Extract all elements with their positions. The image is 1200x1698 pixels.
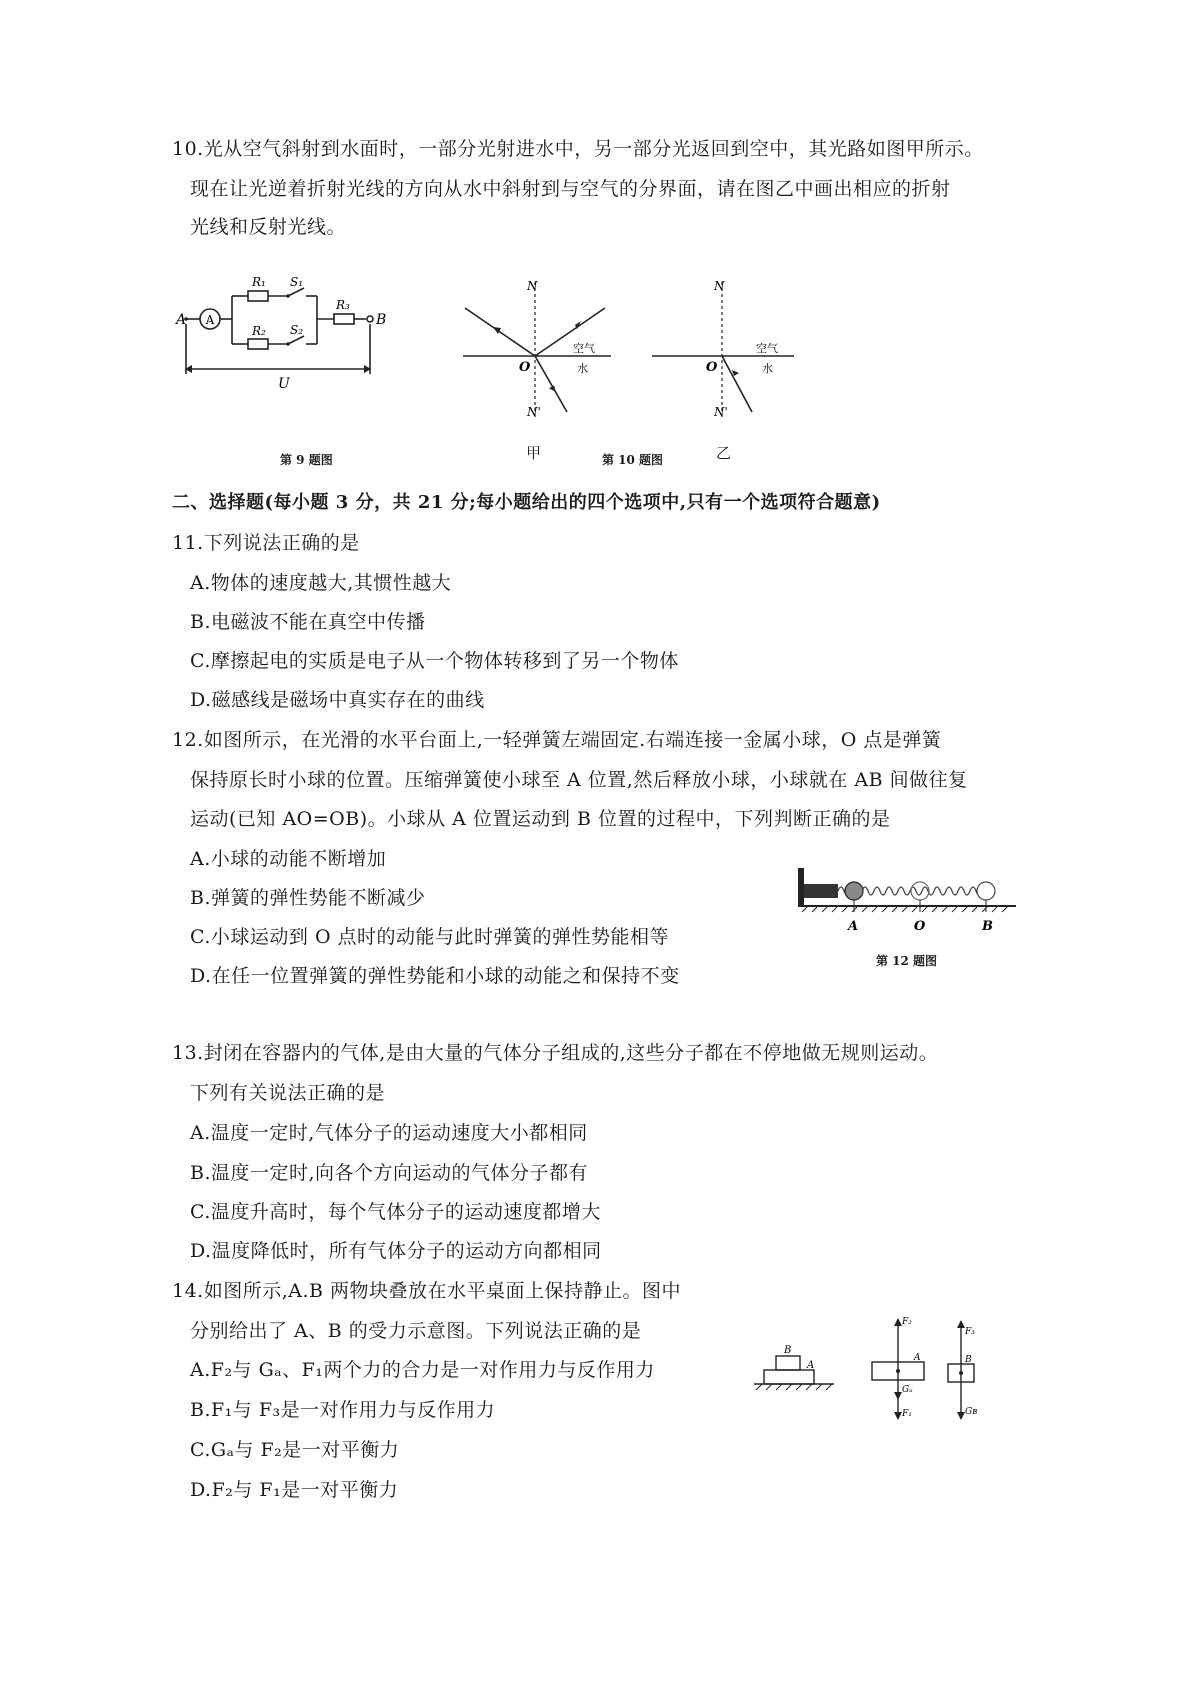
fig10-jia-water: 水 bbox=[577, 362, 588, 375]
q11-option-c: C.摩擦起电的实质是电子从一个物体转移到了另一个物体 bbox=[190, 650, 679, 672]
q14-line-1: 14.如图所示,A.B 两物块叠放在水平桌面上保持静止。图中 bbox=[172, 1280, 682, 1302]
q13-line-1: 13.封闭在容器内的气体,是由大量的气体分子组成的,这些分子都在不停地做无规则运动。 bbox=[172, 1042, 939, 1064]
q13-line-2: 下列有关说法正确的是 bbox=[190, 1082, 386, 1104]
fig9-label-r2: R₂ bbox=[252, 324, 266, 338]
fig12-label-b: B bbox=[982, 919, 993, 934]
q14-option-d: D.F₂与 F₁是一对平衡力 bbox=[190, 1479, 399, 1501]
q12-line-3: 运动(已知 AO=OB)。小球从 A 位置运动到 B 位置的过程中，下列判断正确的是 bbox=[190, 808, 891, 830]
fig10-yi-o: O bbox=[706, 360, 718, 375]
fig10-jia-o: O bbox=[519, 360, 531, 375]
q12-option-b: B.弹簧的弹性势能不断减少 bbox=[190, 887, 426, 909]
fig10-yi-n-prime: N' bbox=[714, 405, 728, 419]
fig9-ammeter: A bbox=[205, 313, 215, 327]
fig9-label-r3: R₃ bbox=[336, 298, 350, 312]
q12-option-a: A.小球的动能不断增加 bbox=[190, 848, 387, 870]
fig10-jia-n-prime: N' bbox=[527, 405, 541, 419]
fig12-label-o: O bbox=[914, 919, 926, 934]
fig10-yi-n: N bbox=[714, 279, 725, 293]
q13-option-d: D.温度降低时，所有气体分子的运动方向都相同 bbox=[190, 1240, 602, 1262]
q12-line-1: 12.如图所示，在光滑的水平台面上,一轻弹簧左端固定.右端连接一金属小球，O 点是弹簧 bbox=[172, 729, 942, 751]
q14-option-b: B.F₁与 F₃是一对作用力与反作用力 bbox=[190, 1399, 496, 1421]
fig10-yi-water: 水 bbox=[762, 362, 773, 375]
q13-option-b: B.温度一定时,向各个方向运动的气体分子都有 bbox=[190, 1162, 589, 1184]
fig14-block-a-label: A bbox=[807, 1360, 815, 1371]
q11-option-a: A.物体的速度越大,其惯性越大 bbox=[190, 572, 452, 594]
fig14-fbd-b-gb: Gʙ bbox=[965, 1407, 978, 1417]
fig10-caption: 第 10 题图 bbox=[602, 453, 664, 467]
fig14-fbd-b-f3: F₃ bbox=[965, 1327, 975, 1337]
fig9-label-s1: S₁ bbox=[290, 275, 304, 289]
figure-14-forces bbox=[752, 1308, 1012, 1428]
q11-option-d: D.磁感线是磁场中真实存在的曲线 bbox=[190, 689, 485, 711]
q10-line-1: 10.光从空气斜射到水面时，一部分光射进水中，另一部分光返回到空中，其光路如图甲所示。 bbox=[172, 138, 984, 160]
fig10-jia-label: 甲 bbox=[526, 444, 542, 462]
fig9-caption: 第 9 题图 bbox=[280, 453, 333, 467]
fig9-label-s2: S₂ bbox=[290, 323, 304, 337]
figure-10-yi bbox=[648, 272, 808, 432]
fig10-yi-label: 乙 bbox=[716, 444, 732, 462]
fig14-fbd-b-label: B bbox=[965, 1355, 972, 1365]
fig14-fbd-a-f2: F₂ bbox=[902, 1317, 912, 1327]
q10-line-2: 现在让光逆着折射光线的方向从水中斜射到与空气的分界面，请在图乙中画出相应的折射 bbox=[190, 178, 951, 200]
fig14-fbd-a-ga: Gₐ bbox=[902, 1385, 913, 1395]
fig14-fbd-a-label: A bbox=[914, 1353, 921, 1363]
q14-option-c: C.Gₐ与 F₂是一对平衡力 bbox=[190, 1439, 400, 1461]
figure-12-spring bbox=[792, 866, 1030, 946]
fig10-jia-air: 空气 bbox=[573, 342, 595, 355]
fig12-caption: 第 12 题图 bbox=[876, 954, 938, 968]
fig9-label-r1: R₁ bbox=[252, 275, 266, 289]
q11-stem: 11.下列说法正确的是 bbox=[172, 532, 360, 554]
q12-option-d: D.在任一位置弹簧的弹性势能和小球的动能之和保持不变 bbox=[190, 965, 680, 987]
q12-line-2: 保持原长时小球的位置。压缩弹簧使小球至 A 位置,然后释放小球，小球就在 AB 间做往复 bbox=[190, 769, 968, 791]
q11-option-b: B.电磁波不能在真空中传播 bbox=[190, 611, 426, 633]
fig9-label-b: B bbox=[376, 312, 387, 328]
fig12-label-a: A bbox=[848, 919, 859, 934]
fig14-block-b-label: B bbox=[784, 1345, 792, 1356]
section-2-heading: 二、选择题(每小题 3 分，共 21 分;每小题给出的四个选项中,只有一个选项符合题意) bbox=[172, 492, 881, 513]
fig14-fbd-a-f1: F₁ bbox=[902, 1409, 912, 1419]
fig9-label-a: A bbox=[176, 312, 187, 328]
fig10-jia-n: N bbox=[527, 279, 538, 293]
q13-option-c: C.温度升高时，每个气体分子的运动速度都增大 bbox=[190, 1201, 601, 1223]
figure-10-jia bbox=[455, 272, 625, 432]
fig9-label-u: U bbox=[278, 376, 290, 392]
q10-line-3: 光线和反射光线。 bbox=[190, 216, 347, 238]
q14-line-2: 分别给出了 A、B 的受力示意图。下列说法正确的是 bbox=[190, 1320, 642, 1342]
fig10-yi-air: 空气 bbox=[756, 342, 778, 355]
q13-option-a: A.温度一定时,气体分子的运动速度大小都相同 bbox=[190, 1122, 588, 1144]
q12-option-c: C.小球运动到 O 点时的动能与此时弹簧的弹性势能相等 bbox=[190, 926, 670, 948]
figure-9-circuit bbox=[172, 262, 412, 412]
q14-option-a: A.F₂与 Gₐ、F₁两个力的合力是一对作用力与反作用力 bbox=[190, 1359, 655, 1381]
